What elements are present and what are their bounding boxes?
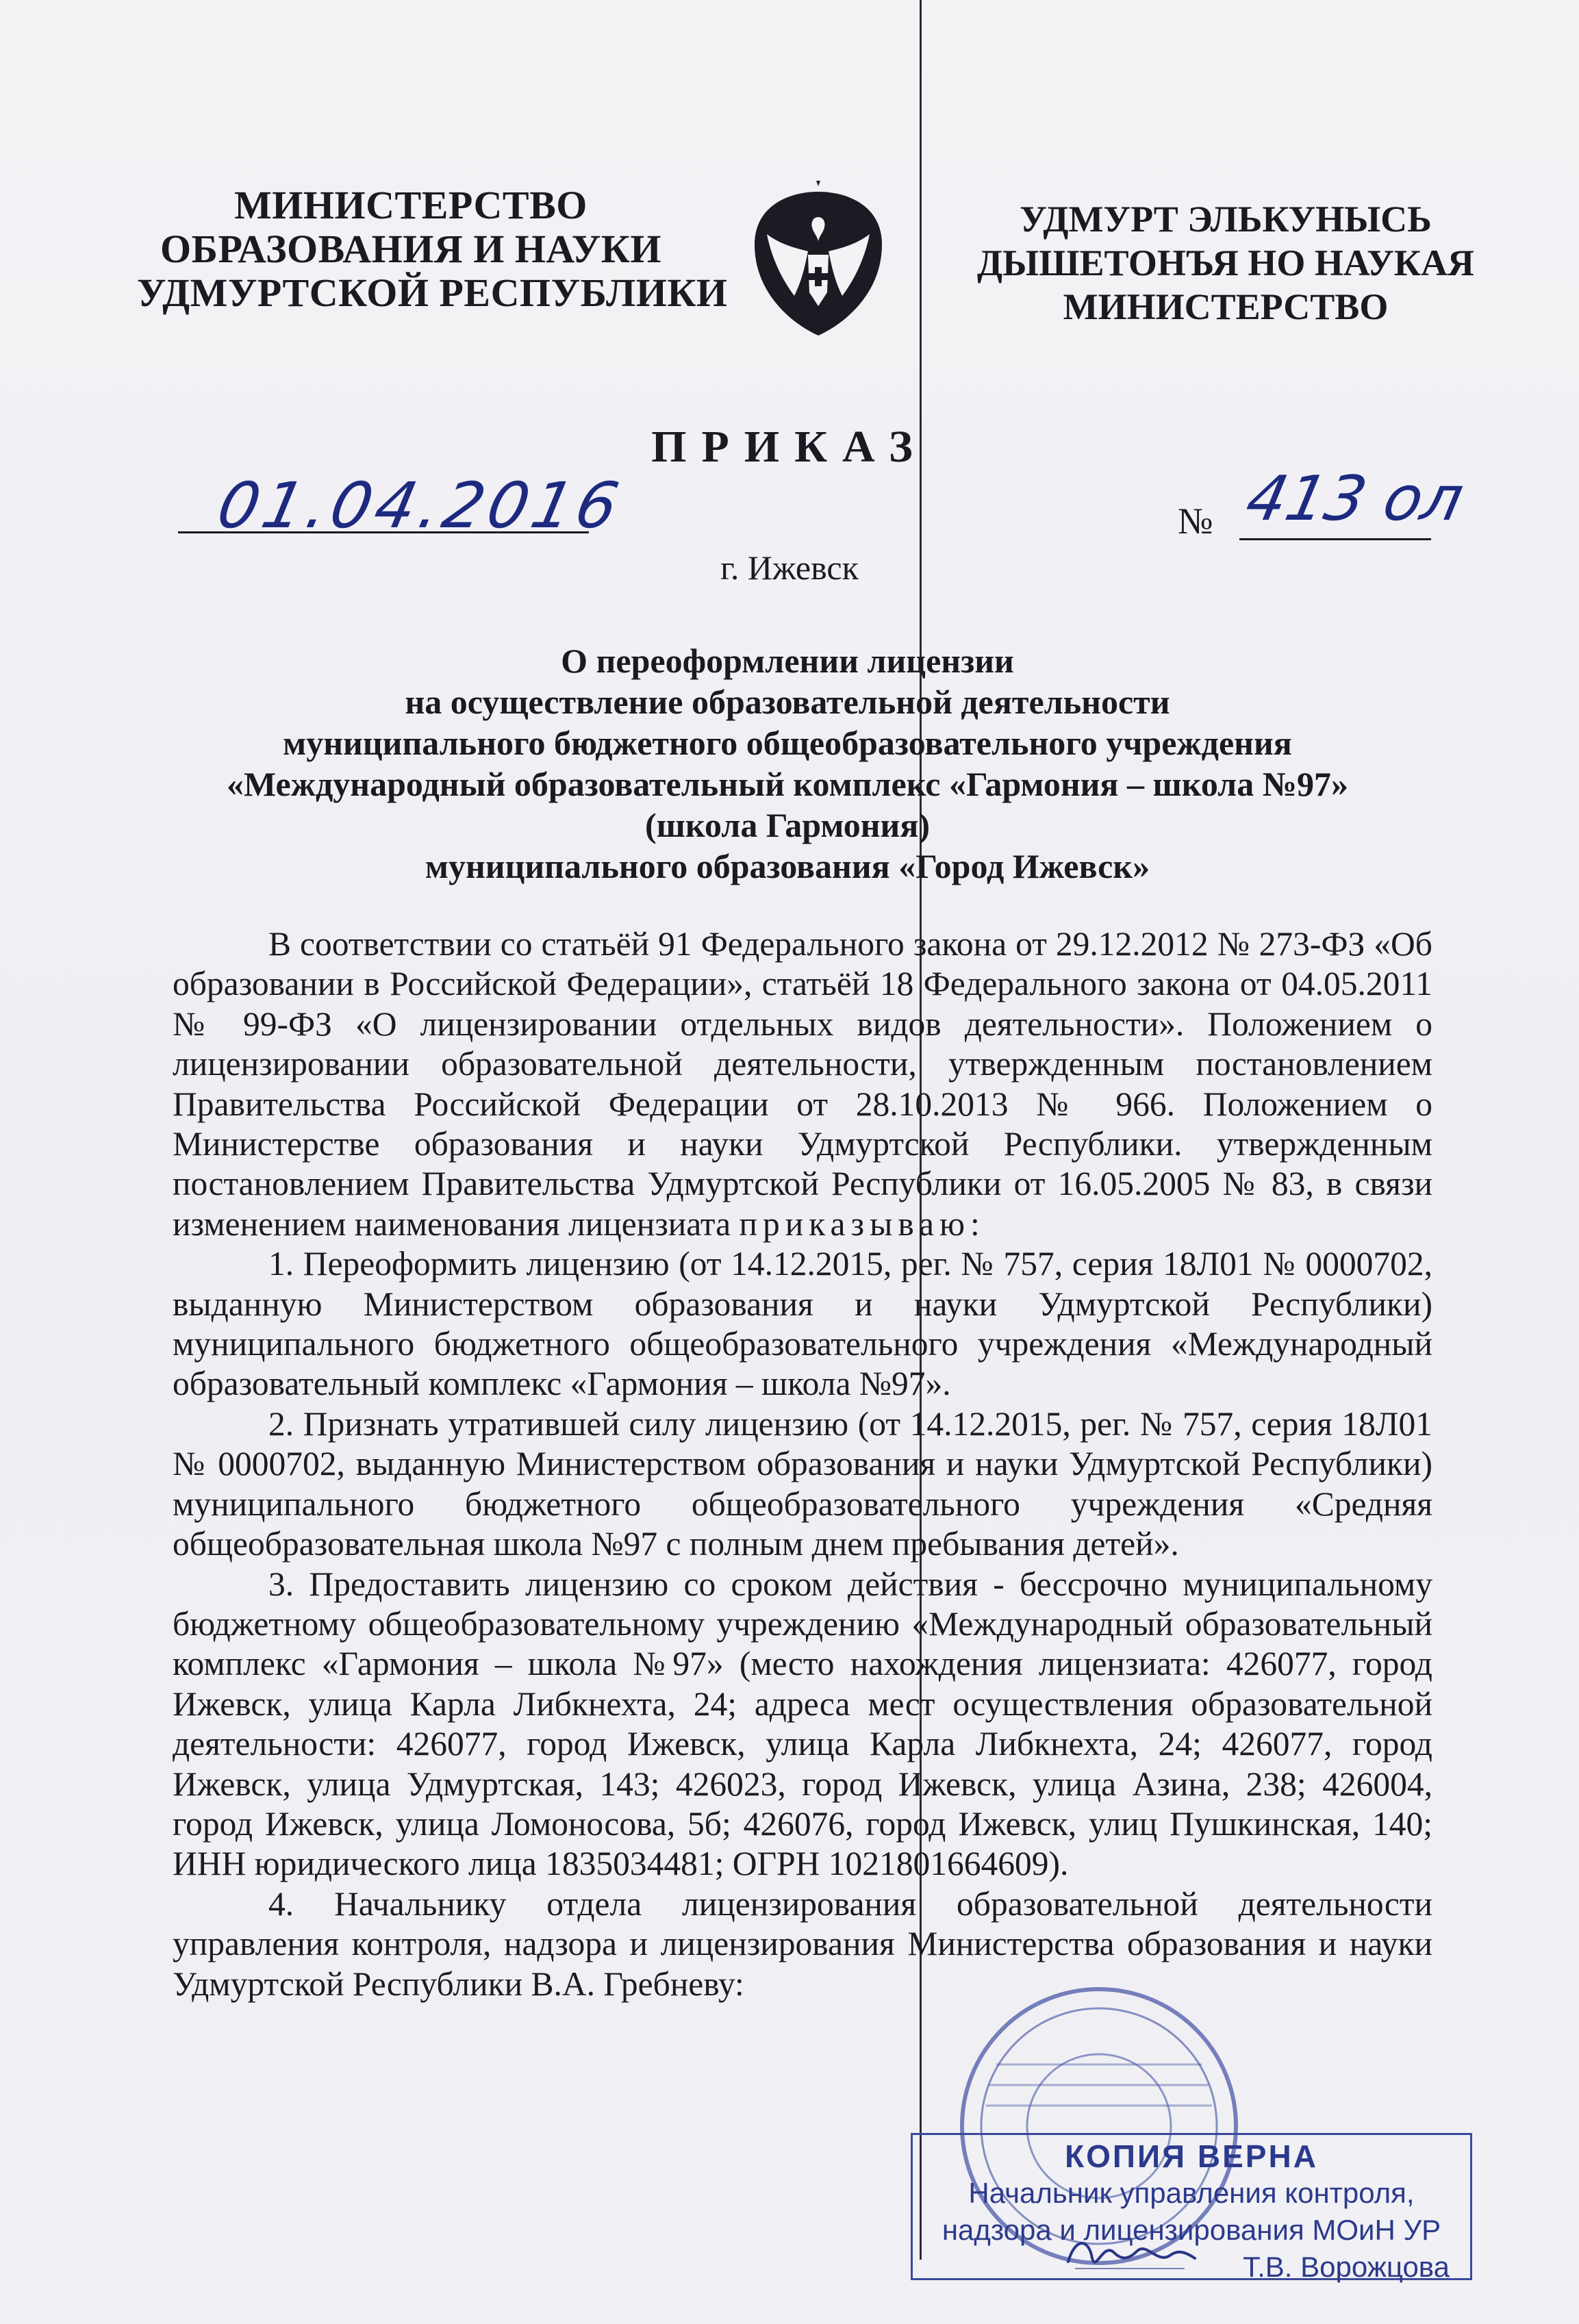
subject-line-3: муниципального бюджетного общеобразовательного учреждения [283, 724, 1292, 762]
header-right-line-3: МИНИСТЕРСТВО [1063, 286, 1389, 327]
body-item-2: 2. Признать утратившей силу лицензию (от 14.12.2015, рег. № 757, серия 18Л01 № 0000702, выданную Министерством образования и науки Удмуртской Республики) муниципального бюджетного общеобразовательного учреждения «Средняя общеобразовательная школа №97 с полным днем пребывания детей». [173, 1404, 1432, 1563]
copy-verified-name: Т.В. Ворожцова [1243, 2251, 1450, 2283]
order-body [173, 924, 1432, 2004]
body-item-4: 4. Начальнику отдела лицензирования образовательной деятельности управления контроля, надзора и лицензирования Министерства образования и науки Удмуртской Республики В.А. Гребневу: [173, 1884, 1432, 2003]
subject-line-6: муниципального образования «Город Ижевск» [425, 847, 1150, 885]
copy-verified-position-2: надзора и лицензирования МОиН УР [942, 2214, 1441, 2246]
order-number: 413 ол [1239, 463, 1470, 535]
body-preamble [173, 924, 1432, 1244]
body-item-3: 3. Предоставить лицензию со сроком действия - бессрочно муниципальному бюджетному общеобразовательному учреждению «Международный образовательный комплекс «Гармония – школа №97» (место нахождения лицензиата: 426077, город Ижевск, улица Карла Либкнехта, 24; адреса мест осуществления образовательной деятельности: 426077, город Ижевск, улица Карла Либкнехта, 24; 426077, город Ижевск, улица Удмуртская, 143; 426023, город Ижевск, улица Азина, 238; 426004, город Ижевск, улица Ломоносова, 5б; 426076, город Ижевск, улиц Пушкинская, 140; ИНН юридического лица 1835034481; ОГРН 1021801664609). [173, 1565, 1432, 1883]
header-ministry-russian [137, 183, 728, 315]
subject-line-4: «Международный образовательный комплекс «Гармония – школа №97» [227, 765, 1348, 803]
number-underline [1239, 538, 1431, 540]
order-number-label: № [1178, 501, 1213, 542]
subject-line-1: О переоформлении лицензии [561, 642, 1014, 680]
order-date: 01.04.2016 [211, 469, 629, 542]
header-left-line-3: УДМУРТСКОЙ РЕСПУБЛИКИ [137, 270, 728, 315]
bleed-through-texture [171, 120, 1431, 165]
order-title: ПРИКАЗ [651, 422, 928, 472]
date-underline [178, 531, 589, 533]
header-left-line-2: ОБРАЗОВАНИЯ И НАУКИ [160, 227, 661, 271]
order-city: г. Ижевск [720, 548, 859, 587]
copy-verified-position-1: Начальник управления контроля, [968, 2177, 1415, 2209]
order-word: приказываю: [739, 1204, 985, 1243]
handwritten-signature-icon [1061, 2231, 1198, 2279]
order-subject [137, 640, 1438, 887]
header-ministry-udmurt [952, 197, 1500, 329]
header-left-line-1: МИНИСТЕРСТВО [234, 183, 588, 227]
copy-verified-title: КОПИЯ ВЕРНА [1065, 2138, 1318, 2174]
udmurt-coat-of-arms-icon [740, 179, 897, 344]
subject-line-2: на осуществление образовательной деятельности [405, 683, 1170, 721]
header-right-line-1: УДМУРТ ЭЛЬКУНЫСЬ [1020, 199, 1432, 240]
preamble-text: В соответствии со статьёй 91 Федерального закона от 29.12.2012 № 273-ФЗ «Об образовании в Российской Федерации», статьёй 18 Федерального закона от 04.05.2011 № 99-ФЗ «О лицензировании отдельных видов деятельности». Положением о лицензировании образовательной деятельности, утвержденным постановлением Правительства Российской Федерации от 28.10.2013 № 966. Положением о Министерстве образования и науки Удмуртской Республики. утвержденным постановлением Правительства Удмуртской Республики от 16.05.2005 № 83, в связи изменением наименования лицензиата [173, 925, 1432, 1243]
header-right-line-2: ДЫШЕТОНЪЯ НО НАУКАЯ [977, 242, 1474, 283]
body-item-1: 1. Переоформить лицензию (от 14.12.2015, рег. № 757, серия 18Л01 № 0000702, выданную Министерством образования и науки Удмуртской Республики) муниципального бюджетного общеобразовательного учреждения «Международный образовательный комплекс «Гармония – школа №97». [173, 1245, 1432, 1403]
subject-line-5: (школа Гармония) [644, 806, 931, 844]
